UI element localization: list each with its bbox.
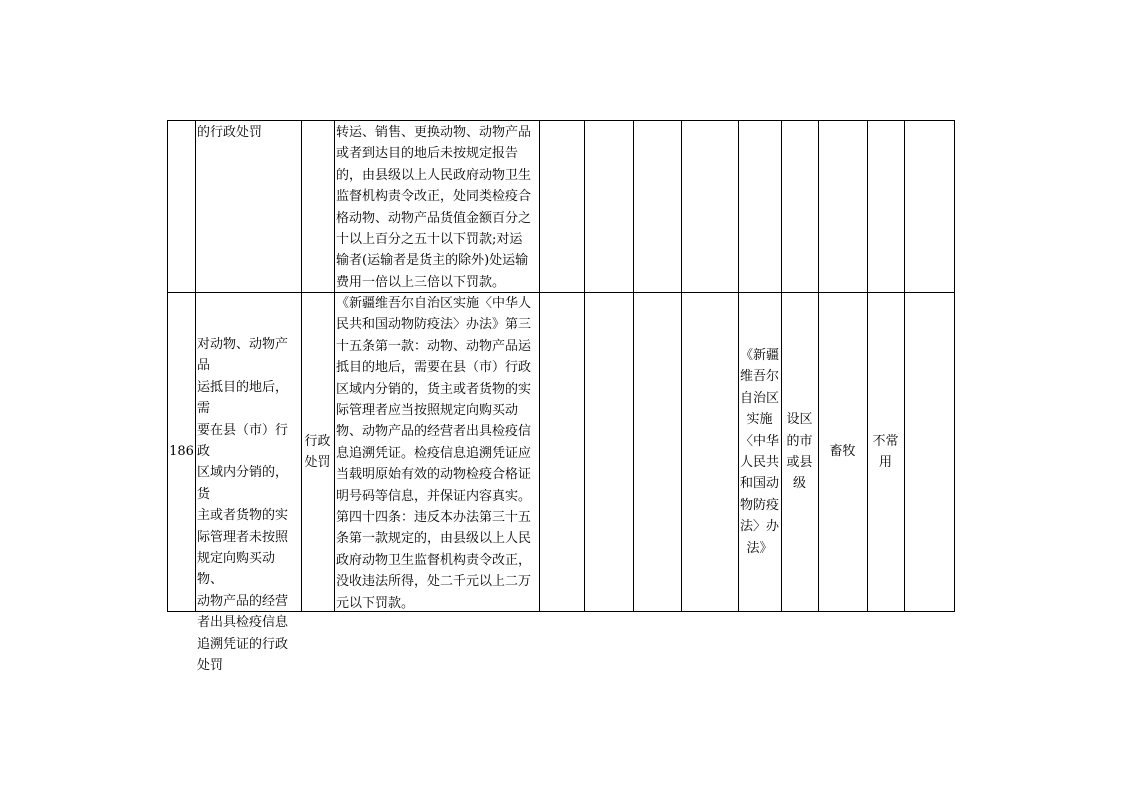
row2-basis: 《新疆维吾尔自治区实施〈中华人 民共和国动物防疫法〉办法》第三 十五条第一款：动物、动物产品运 抵目的地后，需要在县（市）行政 区域内分销的，货主或者货物的实 际管理者应当按照规定向购买动 物、动物产品的经营者出具检疫信 息追溯凭证。检疫信息追溯凭证应 当载明原始有效的动物检疫合格证 明号码等信息，并保证内容真实。 第四十四条：违反本办法第三十五 条第一款规定的，由县级以上人民 政府动物卫生监督机构责令改正， 没收违法所得，处二千元以上二万 元以下罚款。 xyxy=(336,296,532,611)
document-table xyxy=(167,120,955,674)
row1-item-name: 的行政处罚 xyxy=(197,125,263,140)
row2-law: 《新疆 维吾尔 自治区 实施 〈中华 人民共 和国动 物防疫 法〉办 法》 xyxy=(739,347,779,556)
row1-basis: 转运、销售、更换动物、动物产品 或者到达目的地后未按规定报告 的，由县级以上人民政府动物卫生 监督机构责令改正，处同类检疫合 格动物、动物产品货值金额百分之 十以上百分之五十以下罚款;对运 输者(运输者是货主的除外)处运输 费用一倍以上三倍以下罚款。 xyxy=(336,125,532,290)
table-line xyxy=(681,120,682,612)
row2-level: 设区 的市 或县 级 xyxy=(786,412,813,492)
table-line xyxy=(904,120,905,612)
row2-seq: 186 xyxy=(169,444,194,460)
table-line xyxy=(334,120,335,612)
row2-dept: 畜牧 xyxy=(829,444,856,460)
row2-item-name: 对动物、动物产品 运抵目的地后，需 要在县（市）行政 区域内分销的，货 主或者货物的实 际管理者未按照 规定向购买动物、 动物产品的经营 者出具检疫信息 追溯凭证的行政 处罚 xyxy=(197,337,289,674)
table-line xyxy=(954,120,955,612)
table-line xyxy=(584,120,585,612)
table-line xyxy=(167,120,955,121)
row2-frequency: 不常 用 xyxy=(872,433,899,470)
table-line xyxy=(539,120,540,612)
table-line xyxy=(633,120,634,612)
row2-category: 行政 处罚 xyxy=(304,433,331,470)
